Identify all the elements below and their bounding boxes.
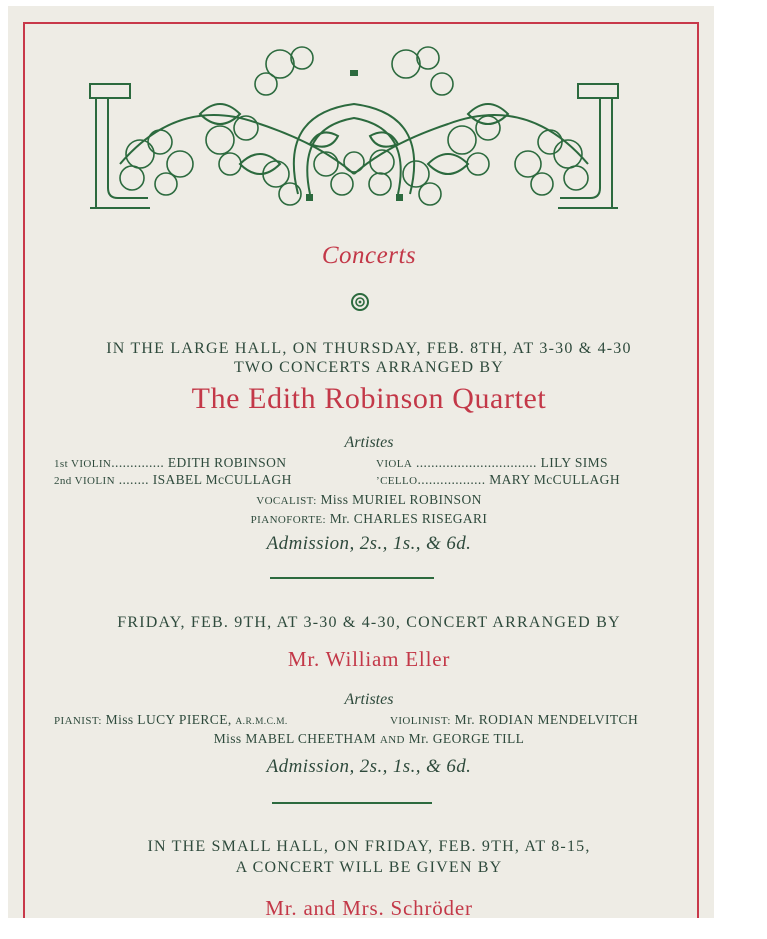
pianoforte-role: PIANOFORTE: [250, 514, 326, 526]
other-artists-conj: AND [379, 734, 405, 746]
divider-2 [272, 802, 432, 804]
pianist-row [54, 712, 288, 728]
section1-venue-line: IN THE LARGE HALL, ON THURSDAY, FEB. 8TH, AT 3-30 & 4-30 [106, 340, 632, 357]
section3-performer: Mr. and Mrs. Schröder [265, 896, 473, 918]
violinist-name: Mr. RODIAN MENDELVITCH [454, 712, 639, 727]
pianist-suffix: A.R.M.C.M. [235, 717, 288, 727]
cello-leader: .................. [417, 472, 486, 487]
second-violin-name: ISABEL McCULLAGH [152, 472, 292, 487]
section1-artistes-label: Artistes [344, 434, 394, 451]
first-violin-role: 1st VIOLIN [54, 458, 112, 470]
other-artist-2: Mr. GEORGE TILL [408, 731, 525, 746]
section2-date-line: FRIDAY, FEB. 9TH, AT 3-30 & 4-30, CONCERT ARRANGED BY [117, 614, 621, 631]
second-violin-role: 2nd VIOLIN [54, 475, 115, 487]
vocalist-role: VOCALIST: [256, 495, 317, 507]
section3-venue-line: IN THE SMALL HALL, ON FRIDAY, FEB. 9TH, AT 8-15, [147, 838, 591, 855]
section2-artistes-label: Artistes [344, 691, 394, 708]
pianoforte-name: Mr. CHARLES RISEGARI [329, 511, 488, 526]
violinist-role: VIOLINIST: [390, 715, 451, 727]
viola-row [376, 455, 608, 471]
violinist-row [390, 712, 638, 728]
section1-admission: Admission, 2s., 1s., & 6d. [266, 533, 472, 554]
pianoforte-row [16, 511, 714, 527]
vocalist-name: Miss MURIEL ROBINSON [320, 492, 482, 507]
second-violin-leader: ........ [118, 472, 149, 487]
section2-admission: Admission, 2s., 1s., & 6d. [266, 756, 472, 777]
section1-arranged-line: TWO CONCERTS ARRANGED BY [233, 359, 505, 376]
second-violin-row [54, 472, 292, 488]
cello-role: ’CELLO [376, 475, 418, 487]
viola-name: LILY SIMS [540, 455, 608, 470]
pianist-name: Miss LUCY PIERCE, [105, 712, 232, 727]
program-page [8, 6, 714, 918]
viola-leader: ................................ [416, 455, 537, 470]
rose-ornament-icon [350, 292, 370, 312]
divider-1 [270, 577, 434, 579]
first-violin-name: EDITH ROBINSON [167, 455, 287, 470]
other-artistes-row [16, 731, 714, 747]
pianist-role: PIANIST: [54, 715, 102, 727]
cello-name: MARY McCULLAGH [489, 472, 620, 487]
section3-given-line: A CONCERT WILL BE GIVEN BY [235, 859, 503, 876]
section1-performer: The Edith Robinson Quartet [191, 382, 547, 415]
vocalist-row [16, 492, 714, 508]
floral-ornament-icon [80, 44, 628, 214]
page-title: Concerts [321, 242, 417, 269]
cello-row [376, 472, 620, 488]
first-violin-row [54, 455, 286, 471]
section2-performer: Mr. William Eller [287, 647, 451, 671]
viola-role: VIOLA [376, 458, 413, 470]
first-violin-leader: .............. [111, 455, 165, 470]
other-artist-1: Miss MABEL CHEETHAM [213, 731, 377, 746]
